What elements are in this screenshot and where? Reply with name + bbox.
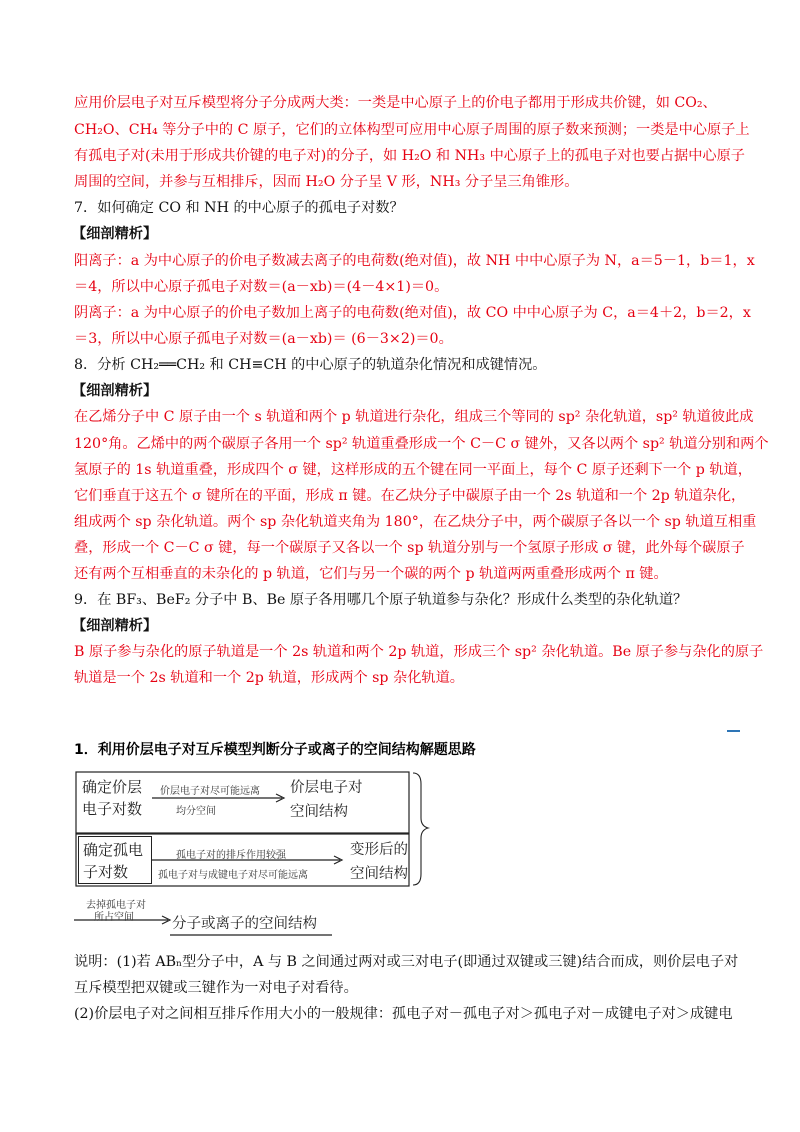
question-7: 7．如何确定 CO 和 NH 的中心原子的孤电子对数？ [74,200,404,216]
answer-8-line-7: 还有两个互相垂直的未杂化的 p 轨道，它们与另一个碳的两个 p 轨道两两重叠形成两个 π 键。 [74,566,668,582]
box-1-line-1: 确定价层 [82,778,143,796]
arrow-2-label-top: 孤电子对的排斥作用较强 [176,850,286,861]
answer-8-line-3: 氢原子的 1s 轨道重叠，形成四个 σ 键，这样形成的五个键在同一平面上，每个 C 原子还剩下一个 p 轨道， [74,462,752,478]
arrow-3-label-top: 去掉孤电子对 [86,900,146,911]
arrow-1-label-top: 价层电子对尽可能远离 [160,786,260,797]
question-9: 9．在 BF₃、BeF₂ 分子中 B、Be 原子各用哪几个原子轨道参与杂化？形成什么类型的杂化轨道？ [74,592,688,608]
vsepr-flow-diagram [72,770,442,945]
answer-9-line-1: B 原子参与杂化的原子轨道是一个 2s 轨道和两个 2p 轨道，形成三个 sp² 杂化轨道。Be 原子参与杂化的原子 [74,644,764,660]
accent-dash [727,730,740,732]
answer-7-line-1: 阳离子：a 为中心原子的价电子数减去离子的电荷数(绝对值)，故 NH 中中心原子为 N，a＝5－1，b＝1，x [74,253,755,269]
note-line-1: 说明：(1)若 ABₙ型分子中，A 与 B 之间通过两对或三对电子(即通过双键或三键)结合而成，则价层电子对 [74,954,739,970]
arrow-1-label-bottom: 均分空间 [176,806,216,817]
answer-8-line-4: 它们垂直于这五个 σ 键所在的平面，形成 π 键。在乙炔分子中碳原子由一个 2s 轨道和一个 2p 轨道杂化， [74,488,746,504]
note-line-3: (2)价层电子对之间相互排斥作用大小的一般规律：孤电子对－孤电子对＞孤电子对－成键电子对＞成键电 [74,1006,733,1022]
intro-line-2: CH₂O、CH₄ 等分子中的 C 原子，它们的立体构型可应用中心原子周围的原子数来预测；一类是中心原子上 [74,122,750,138]
result-2-line-2: 空间结构 [350,866,408,882]
answer-8-line-2: 120°角。乙烯中的两个碳原子各用一个 sp² 轨道重叠形成一个 C－C σ 键外，又各以两个 sp² 轨道分别和两个 [74,436,769,452]
answer-8-line-5: 组成两个 sp 杂化轨道。两个 sp 杂化轨道夹角为 180°，在乙炔分子中，两个碳原子各以一个 sp 轨道互相重 [74,514,757,530]
result-1-line-1: 价层电子对 [290,780,363,796]
arrow-3-label-bottom: 所占空间 [94,912,134,923]
box-determine-valence-pairs [78,774,152,830]
note-line-2: 互斥模型把双键或三键作为一对电子对看待。 [74,980,358,996]
intro-line-4: 周围的空间，并参与互相排斥，因而 H₂O 分子呈 V 形，NH₃ 分子呈三角锥形。 [74,174,579,190]
result-1-line-2: 空间结构 [290,804,348,820]
answer-7-line-2: ＝4，所以中心原子孤电子对数＝(a－xb)＝(4－4×1)＝0。 [74,279,449,295]
final-structure: 分子或离子的空间结构 [172,916,317,932]
analysis-heading-8: 【细剖精析】 [72,383,158,399]
answer-8-line-1: 在乙烯分子中 C 原子由一个 s 轨道和两个 p 轨道进行杂化，组成三个等同的 sp² 杂化轨道，sp² 轨道彼此成 [74,409,754,425]
box-1-line-2: 电子对数 [82,800,143,818]
question-8: 8．分析 CH₂══CH₂ 和 CH≡CH 的中心原子的轨道杂化情况和成键情况。 [74,357,547,373]
box-determine-lone-pairs [78,836,152,884]
answer-8-line-6: 叠，形成一个 C－C σ 键，每一个碳原子又各以一个 sp 轨道分别与一个氢原子形成 σ 键，此外每个碳原子 [74,540,745,556]
analysis-heading-9: 【细剖精析】 [72,618,158,634]
answer-7-line-3: 阴离子：a 为中心原子的价电子数加上离子的电荷数(绝对值)，故 CO 中中心原子为 C，a＝4＋2，b＝2，x [74,305,751,321]
box-2-line-2: 子对数 [83,863,129,881]
answer-7-line-4: ＝3，所以中心原子孤电子对数＝(a－xb)＝ (6－3×2)＝0。 [74,331,453,347]
answer-9-line-2: 轨道是一个 2s 轨道和一个 2p 轨道，形成两个 sp 杂化轨道。 [74,670,464,686]
box-2-line-1: 确定孤电 [83,841,144,859]
intro-line-3: 有孤电子对(未用于形成共价键的电子对)的分子，如 H₂O 和 NH₃ 中心原子上的孤电子对也要占据中心原子 [74,148,745,164]
analysis-heading-7: 【细剖精析】 [72,226,158,242]
section-heading: 1．利用价层电子对互斥模型判断分子或离子的空间结构解题思路 [74,742,476,758]
arrow-2-label-bottom: 孤电子对与成键电子对尽可能远离 [158,870,308,881]
intro-line-1: 应用价层电子对互斥模型将分子分成两大类：一类是中心原子上的价电子都用于形成共价键，如 CO₂、 [74,95,717,111]
result-2-line-1: 变形后的 [350,842,408,858]
